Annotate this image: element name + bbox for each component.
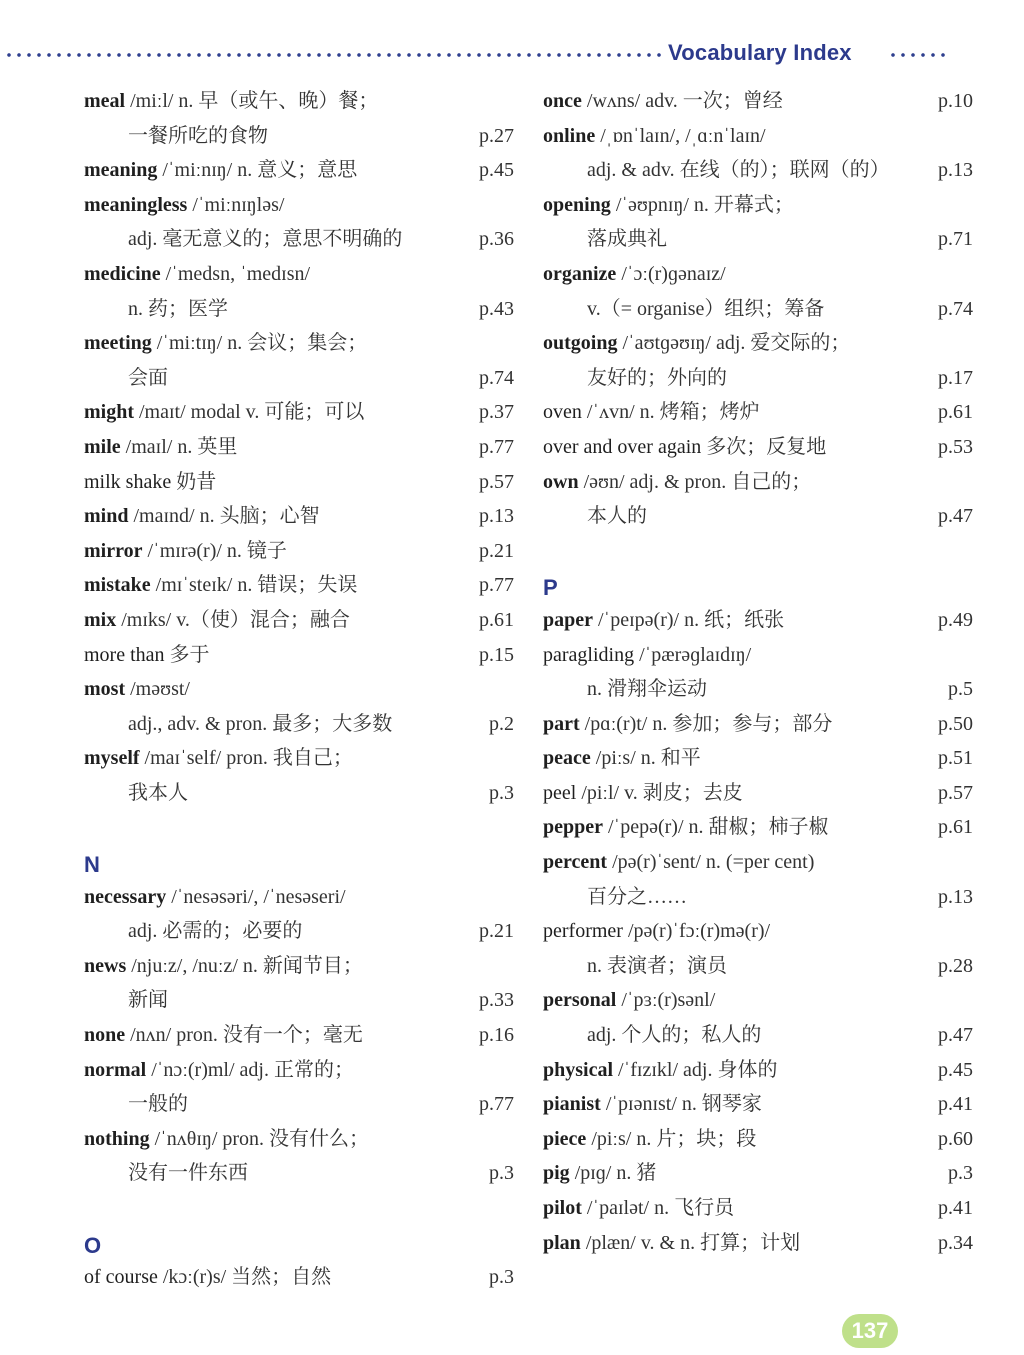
page-ref: p.57	[938, 781, 973, 804]
page-ref: p.51	[938, 747, 973, 770]
page-ref: p.47	[938, 1024, 973, 1047]
page-ref: p.47	[938, 505, 973, 528]
headword: of course	[84, 1266, 158, 1289]
page-ref: p.37	[479, 401, 514, 424]
entry-continuation	[543, 499, 973, 534]
vocab-entry	[543, 430, 973, 465]
definition: /kɔː(r)s/ 当然；自然	[157, 1266, 332, 1289]
page-ref: p.3	[489, 1162, 514, 1185]
dotted-rule-left	[4, 53, 664, 57]
left-column	[84, 84, 514, 1295]
page-ref: p.17	[938, 366, 973, 389]
vocab-entry	[543, 845, 973, 880]
headword: none	[84, 1024, 126, 1047]
headword: piece	[543, 1127, 587, 1150]
definition: /ˈpɪənɪst/ n. 钢琴家	[600, 1093, 762, 1116]
headword: medicine	[84, 262, 161, 285]
vocab-entry	[543, 914, 973, 949]
definition: /plæn/ v. & n. 打算；计划	[580, 1231, 801, 1254]
definition: /ˈmiːnɪŋləs/	[187, 193, 285, 216]
page-ref: p.5	[948, 678, 973, 701]
entry-continuation	[84, 292, 514, 327]
vocab-entry	[543, 1156, 973, 1191]
page-ref: p.61	[479, 608, 514, 631]
vocab-entry	[543, 395, 973, 430]
definition: /ˈpɜː(r)sənl/	[616, 989, 716, 1012]
page-ref: p.45	[479, 159, 514, 182]
definition: v.（= organise）组织；筹备	[587, 297, 825, 320]
definition: adj. 必需的；必要的	[128, 920, 303, 943]
headword: mind	[84, 505, 129, 528]
page-ref: p.57	[479, 470, 514, 493]
page-ref: p.16	[479, 1024, 514, 1047]
entry-continuation	[84, 222, 514, 257]
page-ref: p.2	[489, 712, 514, 735]
page-ref: p.77	[479, 1093, 514, 1116]
page-ref: p.13	[479, 505, 514, 528]
vocab-entry	[543, 119, 973, 154]
definition: n. 药；医学	[128, 297, 228, 320]
definition: n. 表演者；演员	[587, 954, 727, 977]
headword: meaningless	[84, 193, 188, 216]
page-ref: p.3	[948, 1162, 973, 1185]
vocab-entry	[84, 84, 514, 119]
vocab-entry	[543, 84, 973, 119]
definition: 多于	[164, 643, 210, 666]
definition: 新闻	[128, 989, 168, 1012]
definition: 友好的；外向的	[587, 366, 727, 389]
definition: /əʊn/ adj. & pron. 自己的；	[578, 470, 812, 493]
entry-continuation	[84, 707, 514, 742]
section-letter: P	[543, 575, 558, 601]
definition: /piːs/ n. 和平	[590, 747, 701, 770]
headword: pig	[543, 1162, 570, 1185]
headword: once	[543, 90, 582, 112]
headword: milk shake	[84, 470, 172, 493]
vocab-entry	[84, 534, 514, 569]
vocab-entry	[84, 188, 514, 223]
page-ref: p.21	[479, 920, 514, 943]
entry-continuation	[543, 361, 973, 396]
definition: /maɪˈself/ pron. 我自己；	[139, 747, 353, 770]
page-ref: p.3	[489, 781, 514, 804]
headword: pepper	[543, 816, 603, 839]
definition: /maɪnd/ n. 头脑；心智	[128, 505, 320, 528]
definition: 奶昔	[171, 470, 217, 493]
vocab-entry	[543, 741, 973, 776]
vocab-entry	[84, 949, 514, 984]
definition: /piːl/ v. 剥皮；去皮	[576, 781, 743, 804]
header-bar	[0, 38, 1024, 72]
vocab-entry	[84, 672, 514, 707]
definition: /pɪɡ/ n. 猪	[569, 1162, 657, 1185]
page-ref: p.60	[938, 1127, 973, 1150]
definition: 一般的	[128, 1093, 188, 1116]
page-ref: p.50	[938, 712, 973, 735]
entry-continuation	[543, 153, 973, 188]
definition: /ˈmiːtɪŋ/ n. 会议；集会；	[151, 332, 368, 355]
section-letter: N	[84, 852, 100, 878]
headword: mistake	[84, 574, 151, 597]
headword: might	[84, 401, 134, 424]
headword: performer	[543, 920, 623, 943]
page-ref: p.77	[479, 435, 514, 458]
entry-continuation	[543, 292, 973, 327]
vocab-entry	[543, 603, 973, 638]
headword: normal	[84, 1058, 147, 1081]
page-ref: p.34	[938, 1231, 973, 1254]
definition: /ˈɔː(r)ɡənaɪz/	[616, 262, 726, 285]
definition: 没有一件东西	[128, 1162, 248, 1185]
definition: /pə(r)ˈsent/ n. (=per cent)	[607, 851, 815, 874]
headword: personal	[543, 989, 617, 1012]
vocab-entry	[84, 430, 514, 465]
headword: outgoing	[543, 332, 618, 355]
page-ref: p.74	[479, 366, 514, 389]
definition: adj. 毫无意义的；意思不明确的	[128, 228, 403, 251]
page-ref: p.10	[938, 90, 973, 112]
vocab-entry	[543, 188, 973, 223]
definition: /ˈpaɪlət/ n. 飞行员	[581, 1197, 735, 1219]
headword: own	[543, 470, 579, 493]
section-spacer	[84, 810, 514, 845]
definition: /ˌɒnˈlaɪn/, /ˌɑːnˈlaɪn/	[595, 124, 766, 147]
vocab-entry	[543, 1226, 973, 1261]
page-ref: p.27	[479, 124, 514, 147]
page-ref: p.13	[938, 885, 973, 908]
headword: peel	[543, 781, 577, 804]
vocab-entry	[84, 880, 514, 915]
entry-continuation	[84, 776, 514, 811]
entry-continuation	[543, 222, 973, 257]
vocab-entry	[84, 638, 514, 673]
vocab-entry	[543, 257, 973, 292]
entry-continuation	[543, 672, 973, 707]
definition: /ˈmɪrə(r)/ n. 镜子	[142, 539, 287, 562]
vocab-entry	[543, 1122, 973, 1157]
headword: pianist	[543, 1093, 601, 1116]
entry-continuation	[84, 361, 514, 396]
headword: myself	[84, 747, 140, 770]
vocab-entry	[84, 499, 514, 534]
vocab-entry	[543, 810, 973, 845]
vocab-entry	[84, 395, 514, 430]
page-ref: p.74	[938, 297, 973, 320]
definition: adj. & adv. 在线（的）；联网（的）	[587, 159, 890, 182]
entry-continuation	[84, 119, 514, 154]
vocab-entry	[543, 1191, 973, 1226]
page-ref: p.3	[489, 1266, 514, 1289]
page-ref: p.15	[479, 643, 514, 666]
vocab-entry	[543, 465, 973, 500]
vocab-entry	[84, 153, 514, 188]
page-number-badge: 137	[842, 1314, 898, 1348]
page-ref: p.36	[479, 228, 514, 251]
definition: /wʌns/ adv. 一次；曾经	[581, 90, 783, 112]
headword: nothing	[84, 1127, 150, 1150]
headword: mix	[84, 608, 117, 631]
vocab-entry	[84, 1260, 514, 1295]
definition: /məʊst/	[125, 678, 190, 701]
definition: /ˈaʊtɡəʊɪŋ/ adj. 爱交际的；	[617, 332, 851, 355]
vocab-entry	[543, 1053, 973, 1088]
entry-continuation	[84, 914, 514, 949]
headword: plan	[543, 1231, 581, 1254]
definition: /maɪl/ n. 英里	[120, 435, 238, 458]
vocab-entry	[84, 257, 514, 292]
definition: /nʌn/ pron. 没有一个；毫无	[125, 1024, 363, 1047]
definition: /ˈpærəɡlaɪdɪŋ/	[634, 643, 752, 666]
definition: /mɪˈsteɪk/ n. 错误；失误	[150, 574, 358, 597]
page-ref: p.77	[479, 574, 514, 597]
definition: /ˈnʌθɪŋ/ pron. 没有什么；	[149, 1127, 370, 1150]
vocab-entry	[84, 741, 514, 776]
headword: opening	[543, 193, 611, 216]
definition: /piːs/ n. 片；块；段	[586, 1127, 757, 1150]
headword: news	[84, 954, 127, 977]
headword: online	[543, 124, 596, 147]
headword: percent	[543, 851, 608, 874]
headword: mirror	[84, 539, 143, 562]
definition: adj., adv. & pron. 最多；大多数	[128, 712, 393, 735]
page-ref: p.61	[938, 816, 973, 839]
page-ref: p.61	[938, 401, 973, 424]
vocab-entry	[543, 638, 973, 673]
page-ref: p.13	[938, 159, 973, 182]
definition: 我本人	[128, 781, 188, 804]
headword: necessary	[84, 885, 167, 908]
headword: most	[84, 678, 126, 701]
vocab-entry	[84, 603, 514, 638]
headword: meal	[84, 90, 126, 112]
definition: /maɪt/ modal v. 可能；可以	[134, 401, 365, 424]
definition: 一餐所吃的食物	[128, 124, 268, 147]
headword: part	[543, 712, 580, 735]
dotted-rule-right	[888, 53, 950, 57]
section-spacer	[543, 534, 973, 569]
definition: /ˈmiːnɪŋ/ n. 意义；意思	[157, 159, 358, 182]
definition: 多次；反复地	[701, 435, 827, 458]
page-ref: p.33	[479, 989, 514, 1012]
definition: /njuːz/, /nuːz/ n. 新闻节目；	[126, 954, 363, 977]
definition: /miːl/ n. 早（或午、晚）餐；	[125, 90, 379, 112]
page-ref: p.43	[479, 297, 514, 320]
vocab-entry	[84, 1122, 514, 1157]
page-ref: p.21	[479, 539, 514, 562]
page-ref: p.71	[938, 228, 973, 251]
definition: 落成典礼	[587, 228, 667, 251]
headword: peace	[543, 747, 591, 770]
vocab-entry	[84, 1018, 514, 1053]
headword: physical	[543, 1058, 614, 1081]
headword: oven	[543, 401, 582, 424]
page-ref: p.28	[938, 954, 973, 977]
definition: /mɪks/ v.（使）混合；融合	[116, 608, 350, 631]
vocab-entry	[543, 707, 973, 742]
headword: meaning	[84, 159, 158, 182]
definition: /ˈpepə(r)/ n. 甜椒；柿子椒	[603, 816, 829, 839]
header-title: Vocabulary Index	[668, 40, 852, 65]
vocab-entry	[543, 1087, 973, 1122]
definition: 会面	[128, 366, 168, 389]
definition: /ˈfɪzɪkl/ adj. 身体的	[613, 1058, 778, 1081]
headword: pilot	[543, 1197, 582, 1219]
page-ref: p.49	[938, 608, 973, 631]
definition: /ˈnɔː(r)ml/ adj. 正常的；	[146, 1058, 354, 1081]
definition: /ˈmedsn, ˈmedɪsn/	[160, 262, 311, 285]
section-letter: O	[84, 1232, 102, 1258]
headword: meeting	[84, 332, 152, 355]
entry-continuation	[543, 880, 973, 915]
headword: organize	[543, 262, 617, 285]
page-ref: p.41	[938, 1093, 973, 1116]
vocab-entry	[543, 983, 973, 1018]
entry-continuation	[84, 1087, 514, 1122]
right-column	[543, 84, 973, 1260]
vocab-entry	[84, 326, 514, 361]
headword: paragliding	[543, 643, 635, 666]
entry-continuation	[84, 983, 514, 1018]
entry-continuation	[543, 1018, 973, 1053]
definition: n. 滑翔伞运动	[587, 678, 707, 701]
definition: /ˈnesəsəri/, /ˈnesəseri/	[166, 885, 346, 908]
page-ref: p.53	[938, 435, 973, 458]
section-spacer	[84, 1191, 514, 1226]
page-ref: p.45	[938, 1058, 973, 1081]
definition: 百分之……	[587, 885, 687, 908]
vocab-entry	[84, 1053, 514, 1088]
vocab-entry	[543, 326, 973, 361]
headword: mile	[84, 435, 121, 458]
definition: /pə(r)ˈfɔː(r)mə(r)/	[622, 920, 771, 943]
headword: over and over again	[543, 435, 702, 458]
definition: /ˈʌvn/ n. 烤箱；烤炉	[581, 401, 760, 424]
vocab-entry	[84, 568, 514, 603]
entry-continuation	[84, 1156, 514, 1191]
definition: 本人的	[587, 505, 647, 528]
definition: /ˈpeɪpə(r)/ n. 纸；纸张	[593, 608, 785, 631]
definition: adj. 个人的；私人的	[587, 1024, 762, 1047]
headword: more than	[84, 643, 165, 666]
definition: /ˈəʊpnɪŋ/ n. 开幕式；	[610, 193, 794, 216]
entry-continuation	[543, 949, 973, 984]
definition: /pɑː(r)t/ n. 参加；参与；部分	[579, 712, 833, 735]
headword: paper	[543, 608, 593, 631]
vocab-entry	[84, 465, 514, 500]
page-ref: p.41	[938, 1197, 973, 1219]
vocab-entry	[543, 776, 973, 811]
